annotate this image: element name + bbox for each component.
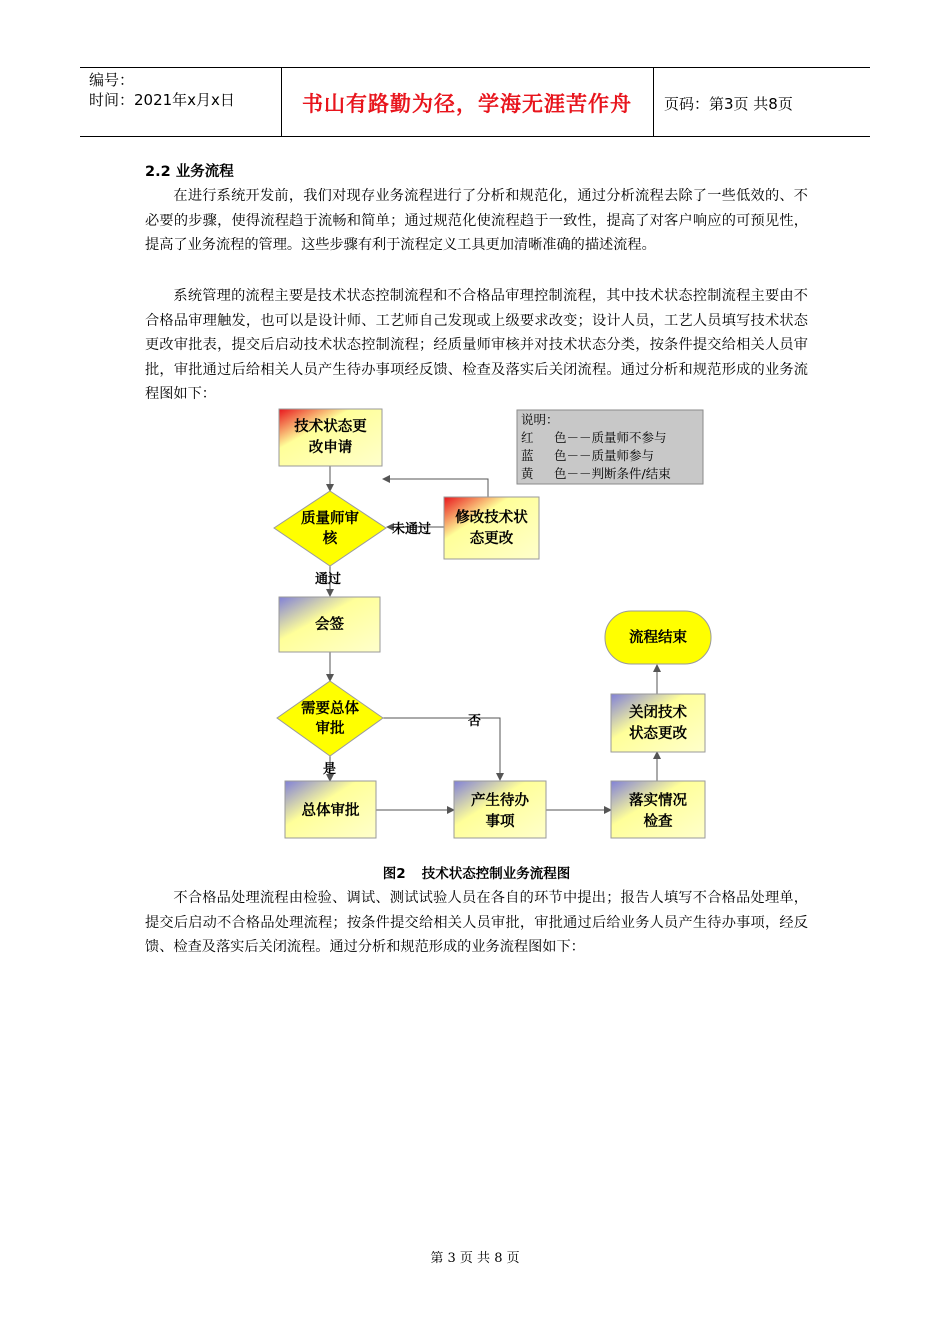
svg-text:状态更改: 状态更改: [629, 726, 687, 742]
legend-text-blue: 色－－质量师参与: [554, 448, 655, 463]
page-footer: 第 3 页 共 8 页: [430, 1251, 520, 1266]
paragraph-1: 在进行系统开发前，我们对现存业务流程进行了分析和规范化，通过分析流程去除了一些低效的、不必要的步骤，使得流程趋于流畅和简单；通过规范化使流程趋于一致性，提高了对客户响应的可预见性，提高了业务流程的管理。这些步骤有利于流程定义工具更加清晰准确的描述流程。: [145, 188, 808, 254]
edge-modify-request: [383, 479, 488, 497]
node-modify-change: [444, 497, 539, 559]
svg-text:总体审批: 总体审批: [301, 803, 360, 819]
label-not-passed: 未通过: [392, 522, 432, 537]
svg-text:审批: 审批: [315, 721, 345, 737]
svg-text:需要总体: 需要总体: [301, 701, 359, 717]
node-process-end: [605, 611, 711, 664]
node-countersign: [279, 597, 380, 652]
node-implementation-check: [611, 781, 705, 838]
svg-text:事项: 事项: [485, 814, 515, 830]
svg-text:检查: 检查: [643, 814, 673, 830]
svg-text:修改技术状: 修改技术状: [455, 510, 528, 526]
section-title: 2.2 业务流程: [145, 164, 234, 180]
svg-text:流程结束: 流程结束: [629, 630, 687, 646]
legend-color-blue: 蓝: [521, 448, 534, 463]
label-yes: 是: [323, 762, 337, 777]
figure-caption: [145, 862, 808, 882]
figure-number: 图2: [382, 866, 406, 882]
document-date: 时间：2021年x月x日: [89, 91, 235, 109]
svg-text:质量师审: 质量师审: [301, 511, 359, 527]
figure-title: 技术状态控制业务流程图: [421, 866, 571, 882]
svg-text:核: 核: [322, 531, 338, 547]
svg-text:技术状态更: 技术状态更: [294, 419, 367, 435]
svg-text:会签: 会签: [315, 617, 344, 633]
legend-box: [517, 410, 703, 484]
node-generate-todo: [454, 781, 546, 838]
legend-color-red: 红: [521, 430, 534, 445]
edge-need-todo: [383, 718, 500, 780]
page-info: 页码：第3页 共8页: [664, 95, 793, 113]
legend-title: 说明：: [521, 412, 559, 427]
svg-text:关闭技术: 关闭技术: [629, 705, 687, 721]
node-overall-approval: [285, 781, 376, 838]
svg-text:态更改: 态更改: [469, 531, 514, 547]
document-code-label: 编号：: [89, 71, 135, 89]
legend-text-red: 色－－质量师不参与: [554, 430, 667, 445]
svg-text:落实情况: 落实情况: [629, 793, 687, 809]
label-no: 否: [468, 714, 482, 729]
legend-text-yellow: 色－－判断条件/结束: [554, 466, 671, 481]
paragraph-2: 系统管理的流程主要是技术状态控制流程和不合格品审理控制流程，其中技术状态控制流程主要由不合格品审理触发，也可以是设计师、工艺师自己发现或上级要求改变；设计人员，工艺人员填写技术状态更改审批表，提交后启动技术状态控制流程；经质量师审核并对技术状态分类，按条件提交给相关人员审批，审批通过后给相关人员产生待办事项经反馈、检查及落实后关闭流程。通过分析和规范形成的业务流程图如下：: [145, 288, 808, 403]
node-close-change: [611, 694, 705, 752]
node-need-overall-approval: [277, 681, 383, 756]
node-change-request: [279, 409, 382, 466]
svg-text:改申请: 改申请: [308, 440, 353, 456]
paragraph-3: 不合格品处理流程由检验、调试、测试试验人员在各自的环节中提出；报告人填写不合格品处理单，提交后启动不合格品处理流程；按条件提交给相关人员审批，审批通过后给业务人员产生待办事项，经反馈、检查及落实后关闭流程。通过分析和规范形成的业务流程图如下：: [145, 890, 808, 956]
legend-color-yellow: 黄: [521, 466, 534, 481]
svg-text:产生待办: 产生待办: [471, 793, 529, 809]
node-quality-review: [274, 491, 386, 566]
label-passed: 通过: [315, 572, 342, 587]
header-motto: 书山有路勤为径，学海无涯苦作舟: [302, 92, 632, 116]
